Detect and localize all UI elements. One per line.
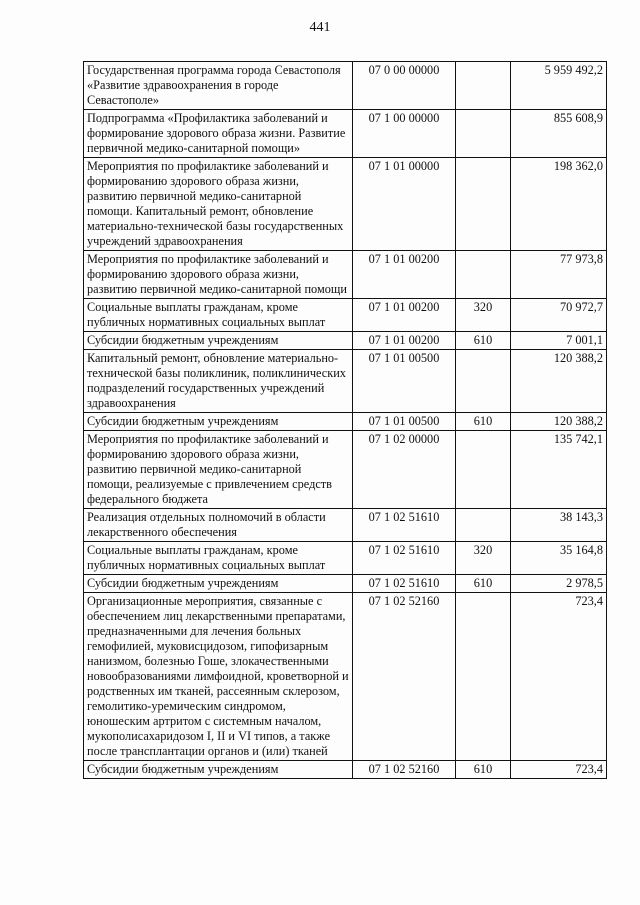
table-row	[84, 509, 607, 542]
row-expense-type-cell	[456, 62, 511, 110]
row-amount-cell: 135 742,1	[511, 431, 607, 509]
row-expense-type-cell	[456, 431, 511, 509]
row-code-cell: 07 1 02 52160	[353, 761, 456, 779]
row-expense-type-cell	[456, 158, 511, 251]
table-row	[84, 431, 607, 509]
table-row	[84, 251, 607, 299]
row-amount-cell: 120 388,2	[511, 350, 607, 413]
row-code-cell: 07 1 02 52160	[353, 593, 456, 761]
table-row	[84, 62, 607, 110]
row-expense-type-cell: 320	[456, 299, 511, 332]
budget-table-body	[84, 62, 607, 779]
budget-table	[83, 61, 607, 779]
table-row	[84, 575, 607, 593]
table-row	[84, 593, 607, 761]
row-amount-cell: 35 164,8	[511, 542, 607, 575]
row-amount-cell: 70 972,7	[511, 299, 607, 332]
row-name-cell: Субсидии бюджетным учреждениям	[84, 761, 353, 779]
page-number: 441	[309, 20, 331, 35]
table-row	[84, 761, 607, 779]
row-code-cell: 07 1 01 00000	[353, 158, 456, 251]
row-name-cell: Субсидии бюджетным учреждениям	[84, 575, 353, 593]
row-name-cell: Мероприятия по профилактике заболеваний и формированию здорового образа жизни, развитию первичной медико-санитарной помощи, реализуемые с привлечением средств федерального бюджета	[84, 431, 353, 509]
row-code-cell: 07 1 02 51610	[353, 575, 456, 593]
table-row	[84, 158, 607, 251]
row-code-cell: 07 1 00 00000	[353, 110, 456, 158]
table-row	[84, 332, 607, 350]
row-name-cell: Реализация отдельных полномочий в области лекарственного обеспечения	[84, 509, 353, 542]
row-amount-cell: 198 362,0	[511, 158, 607, 251]
row-name-cell: Организационные мероприятия, связанные с обеспечением лиц лекарственными препаратами, предназначенными для лечения больных гемофилией, муковисцидозом, гипофизарным нанизмом, болезнью Гоше, злокачественными новообразованиями лимфоидной, кроветворной и родственных им тканей, рассеянным склерозом, гемолитико-уремическим синдромом, юношеским артритом с системным началом, мукополисахаридозом I, II и VI типов, а также после трансплантации органов и (или) тканей	[84, 593, 353, 761]
row-code-cell: 07 0 00 00000	[353, 62, 456, 110]
row-expense-type-cell: 610	[456, 575, 511, 593]
row-amount-cell: 120 388,2	[511, 413, 607, 431]
row-amount-cell: 2 978,5	[511, 575, 607, 593]
table-row	[84, 299, 607, 332]
table-row	[84, 350, 607, 413]
row-name-cell: Субсидии бюджетным учреждениям	[84, 413, 353, 431]
row-expense-type-cell: 610	[456, 413, 511, 431]
row-code-cell: 07 1 01 00200	[353, 332, 456, 350]
row-name-cell: Капитальный ремонт, обновление материально-технической базы поликлиник, поликлинических подразделений государственных учреждений здравоохранения	[84, 350, 353, 413]
row-name-cell: Социальные выплаты гражданам, кроме публичных нормативных социальных выплат	[84, 299, 353, 332]
row-expense-type-cell	[456, 593, 511, 761]
row-amount-cell: 77 973,8	[511, 251, 607, 299]
row-code-cell: 07 1 01 00500	[353, 413, 456, 431]
row-expense-type-cell: 320	[456, 542, 511, 575]
row-amount-cell: 7 001,1	[511, 332, 607, 350]
table-row	[84, 413, 607, 431]
row-amount-cell: 723,4	[511, 593, 607, 761]
row-expense-type-cell	[456, 509, 511, 542]
row-name-cell: Государственная программа города Севастополя «Развитие здравоохранения в городе Севастополе»	[84, 62, 353, 110]
row-expense-type-cell	[456, 110, 511, 158]
row-code-cell: 07 1 01 00200	[353, 251, 456, 299]
row-code-cell: 07 1 02 51610	[353, 509, 456, 542]
row-code-cell: 07 1 01 00200	[353, 299, 456, 332]
row-expense-type-cell	[456, 350, 511, 413]
row-name-cell: Мероприятия по профилактике заболеваний и формированию здорового образа жизни, развитию первичной медико-санитарной помощи. Капитальный ремонт, обновление материально-технической базы государственных учреждений здравоохранения	[84, 158, 353, 251]
row-code-cell: 07 1 02 51610	[353, 542, 456, 575]
row-amount-cell: 5 959 492,2	[511, 62, 607, 110]
row-name-cell: Субсидии бюджетным учреждениям	[84, 332, 353, 350]
row-expense-type-cell: 610	[456, 332, 511, 350]
row-name-cell: Мероприятия по профилактике заболеваний и формированию здорового образа жизни, развитию первичной медико-санитарной помощи	[84, 251, 353, 299]
row-amount-cell: 855 608,9	[511, 110, 607, 158]
row-amount-cell: 723,4	[511, 761, 607, 779]
row-name-cell: Подпрограмма «Профилактика заболеваний и формирование здорового образа жизни. Развитие первичной медико-санитарной помощи»	[84, 110, 353, 158]
row-expense-type-cell	[456, 251, 511, 299]
row-code-cell: 07 1 02 00000	[353, 431, 456, 509]
row-code-cell: 07 1 01 00500	[353, 350, 456, 413]
table-row	[84, 542, 607, 575]
row-expense-type-cell: 610	[456, 761, 511, 779]
row-amount-cell: 38 143,3	[511, 509, 607, 542]
row-name-cell: Социальные выплаты гражданам, кроме публичных нормативных социальных выплат	[84, 542, 353, 575]
table-row	[84, 110, 607, 158]
